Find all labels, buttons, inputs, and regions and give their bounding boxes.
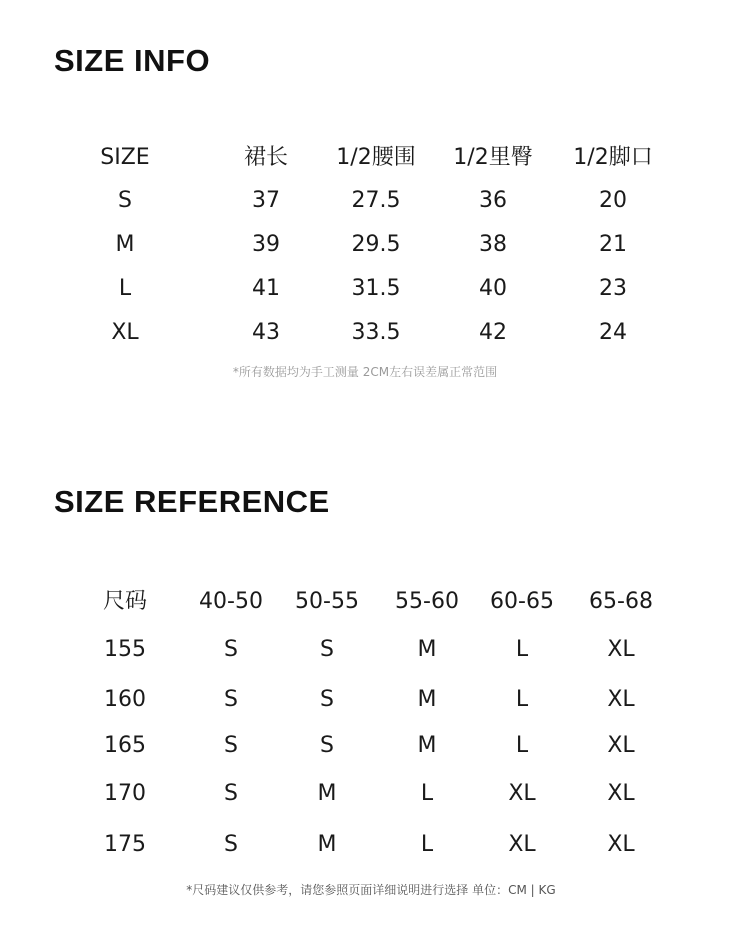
- size-reference-cell: XL: [607, 687, 635, 712]
- size-reference-cell: S: [224, 733, 238, 758]
- size-info-header-cell: 裙长: [243, 145, 289, 170]
- size-reference-cell: S: [224, 781, 238, 806]
- size-info-cell: XL: [111, 320, 139, 345]
- size-info-header-cell: SIZE: [100, 145, 150, 170]
- size-reference-cell: 165: [104, 733, 146, 758]
- size-reference-cell: XL: [607, 733, 635, 758]
- size-reference-cell: 170: [104, 781, 146, 806]
- size-reference-cell: 175: [104, 832, 146, 857]
- size-reference-cell: XL: [607, 832, 635, 857]
- size-reference-cell: S: [224, 687, 238, 712]
- size-reference-cell: L: [420, 832, 434, 857]
- size-info-note: *所有数据均为手工测量 2CM左右误差属正常范围: [232, 365, 498, 379]
- size-reference-cell: S: [320, 637, 334, 662]
- size-info-header-cell: 1/2里臀: [453, 145, 533, 170]
- size-reference-cell: S: [320, 733, 334, 758]
- size-info-cell: 23: [599, 276, 627, 301]
- size-info-cell: 37: [252, 188, 280, 213]
- size-reference-cell: L: [515, 687, 529, 712]
- size-info-cell: 33.5: [351, 320, 401, 345]
- size-info-cell: 42: [479, 320, 507, 345]
- size-reference-cell: M: [317, 832, 337, 857]
- size-reference-cell: M: [417, 687, 437, 712]
- size-info-cell: 29.5: [351, 232, 401, 257]
- size-reference-cell: M: [417, 733, 437, 758]
- size-info-cell: 21: [599, 232, 627, 257]
- size-info-cell: 24: [599, 320, 627, 345]
- size-reference-cell: S: [320, 687, 334, 712]
- size-info-cell: 38: [479, 232, 507, 257]
- size-info-header-cell: 1/2脚口: [573, 145, 653, 170]
- size-reference-title: SIZE REFERENCE: [54, 484, 330, 519]
- size-info-cell: 31.5: [351, 276, 401, 301]
- size-reference-header-cell: 60-65: [490, 589, 554, 614]
- size-info-cell: 39: [252, 232, 280, 257]
- size-info-cell: 27.5: [351, 188, 401, 213]
- size-reference-header-cell: 尺码: [102, 589, 148, 614]
- size-info-header-cell: 1/2腰围: [336, 145, 416, 170]
- size-reference-cell: S: [224, 832, 238, 857]
- size-reference-cell: S: [224, 637, 238, 662]
- size-reference-header-cell: 55-60: [395, 589, 459, 614]
- size-info-cell: M: [115, 232, 135, 257]
- size-info-cell: S: [118, 188, 132, 213]
- size-reference-cell: L: [515, 637, 529, 662]
- size-info-cell: 41: [252, 276, 280, 301]
- size-reference-header-cell: 65-68: [589, 589, 653, 614]
- size-info-cell: 20: [599, 188, 627, 213]
- size-info-cell: 40: [479, 276, 507, 301]
- size-info-cell: 43: [252, 320, 280, 345]
- size-reference-cell: XL: [607, 781, 635, 806]
- size-reference-cell: XL: [508, 781, 536, 806]
- size-reference-cell: XL: [607, 637, 635, 662]
- size-info-title: SIZE INFO: [54, 43, 211, 78]
- size-reference-cell: 160: [104, 687, 146, 712]
- size-reference-header-cell: 40-50: [199, 589, 263, 614]
- size-reference-cell: M: [417, 637, 437, 662]
- size-reference-cell: L: [420, 781, 434, 806]
- size-reference-header-cell: 50-55: [295, 589, 359, 614]
- size-reference-cell: XL: [508, 832, 536, 857]
- size-info-cell: 36: [479, 188, 507, 213]
- size-reference-cell: L: [515, 733, 529, 758]
- size-reference-cell: 155: [104, 637, 146, 662]
- size-reference-note: *尺码建议仅供参考，请您参照页面详细说明进行选择 单位：CM | KG: [186, 883, 556, 897]
- size-reference-cell: M: [317, 781, 337, 806]
- size-info-cell: L: [118, 276, 132, 301]
